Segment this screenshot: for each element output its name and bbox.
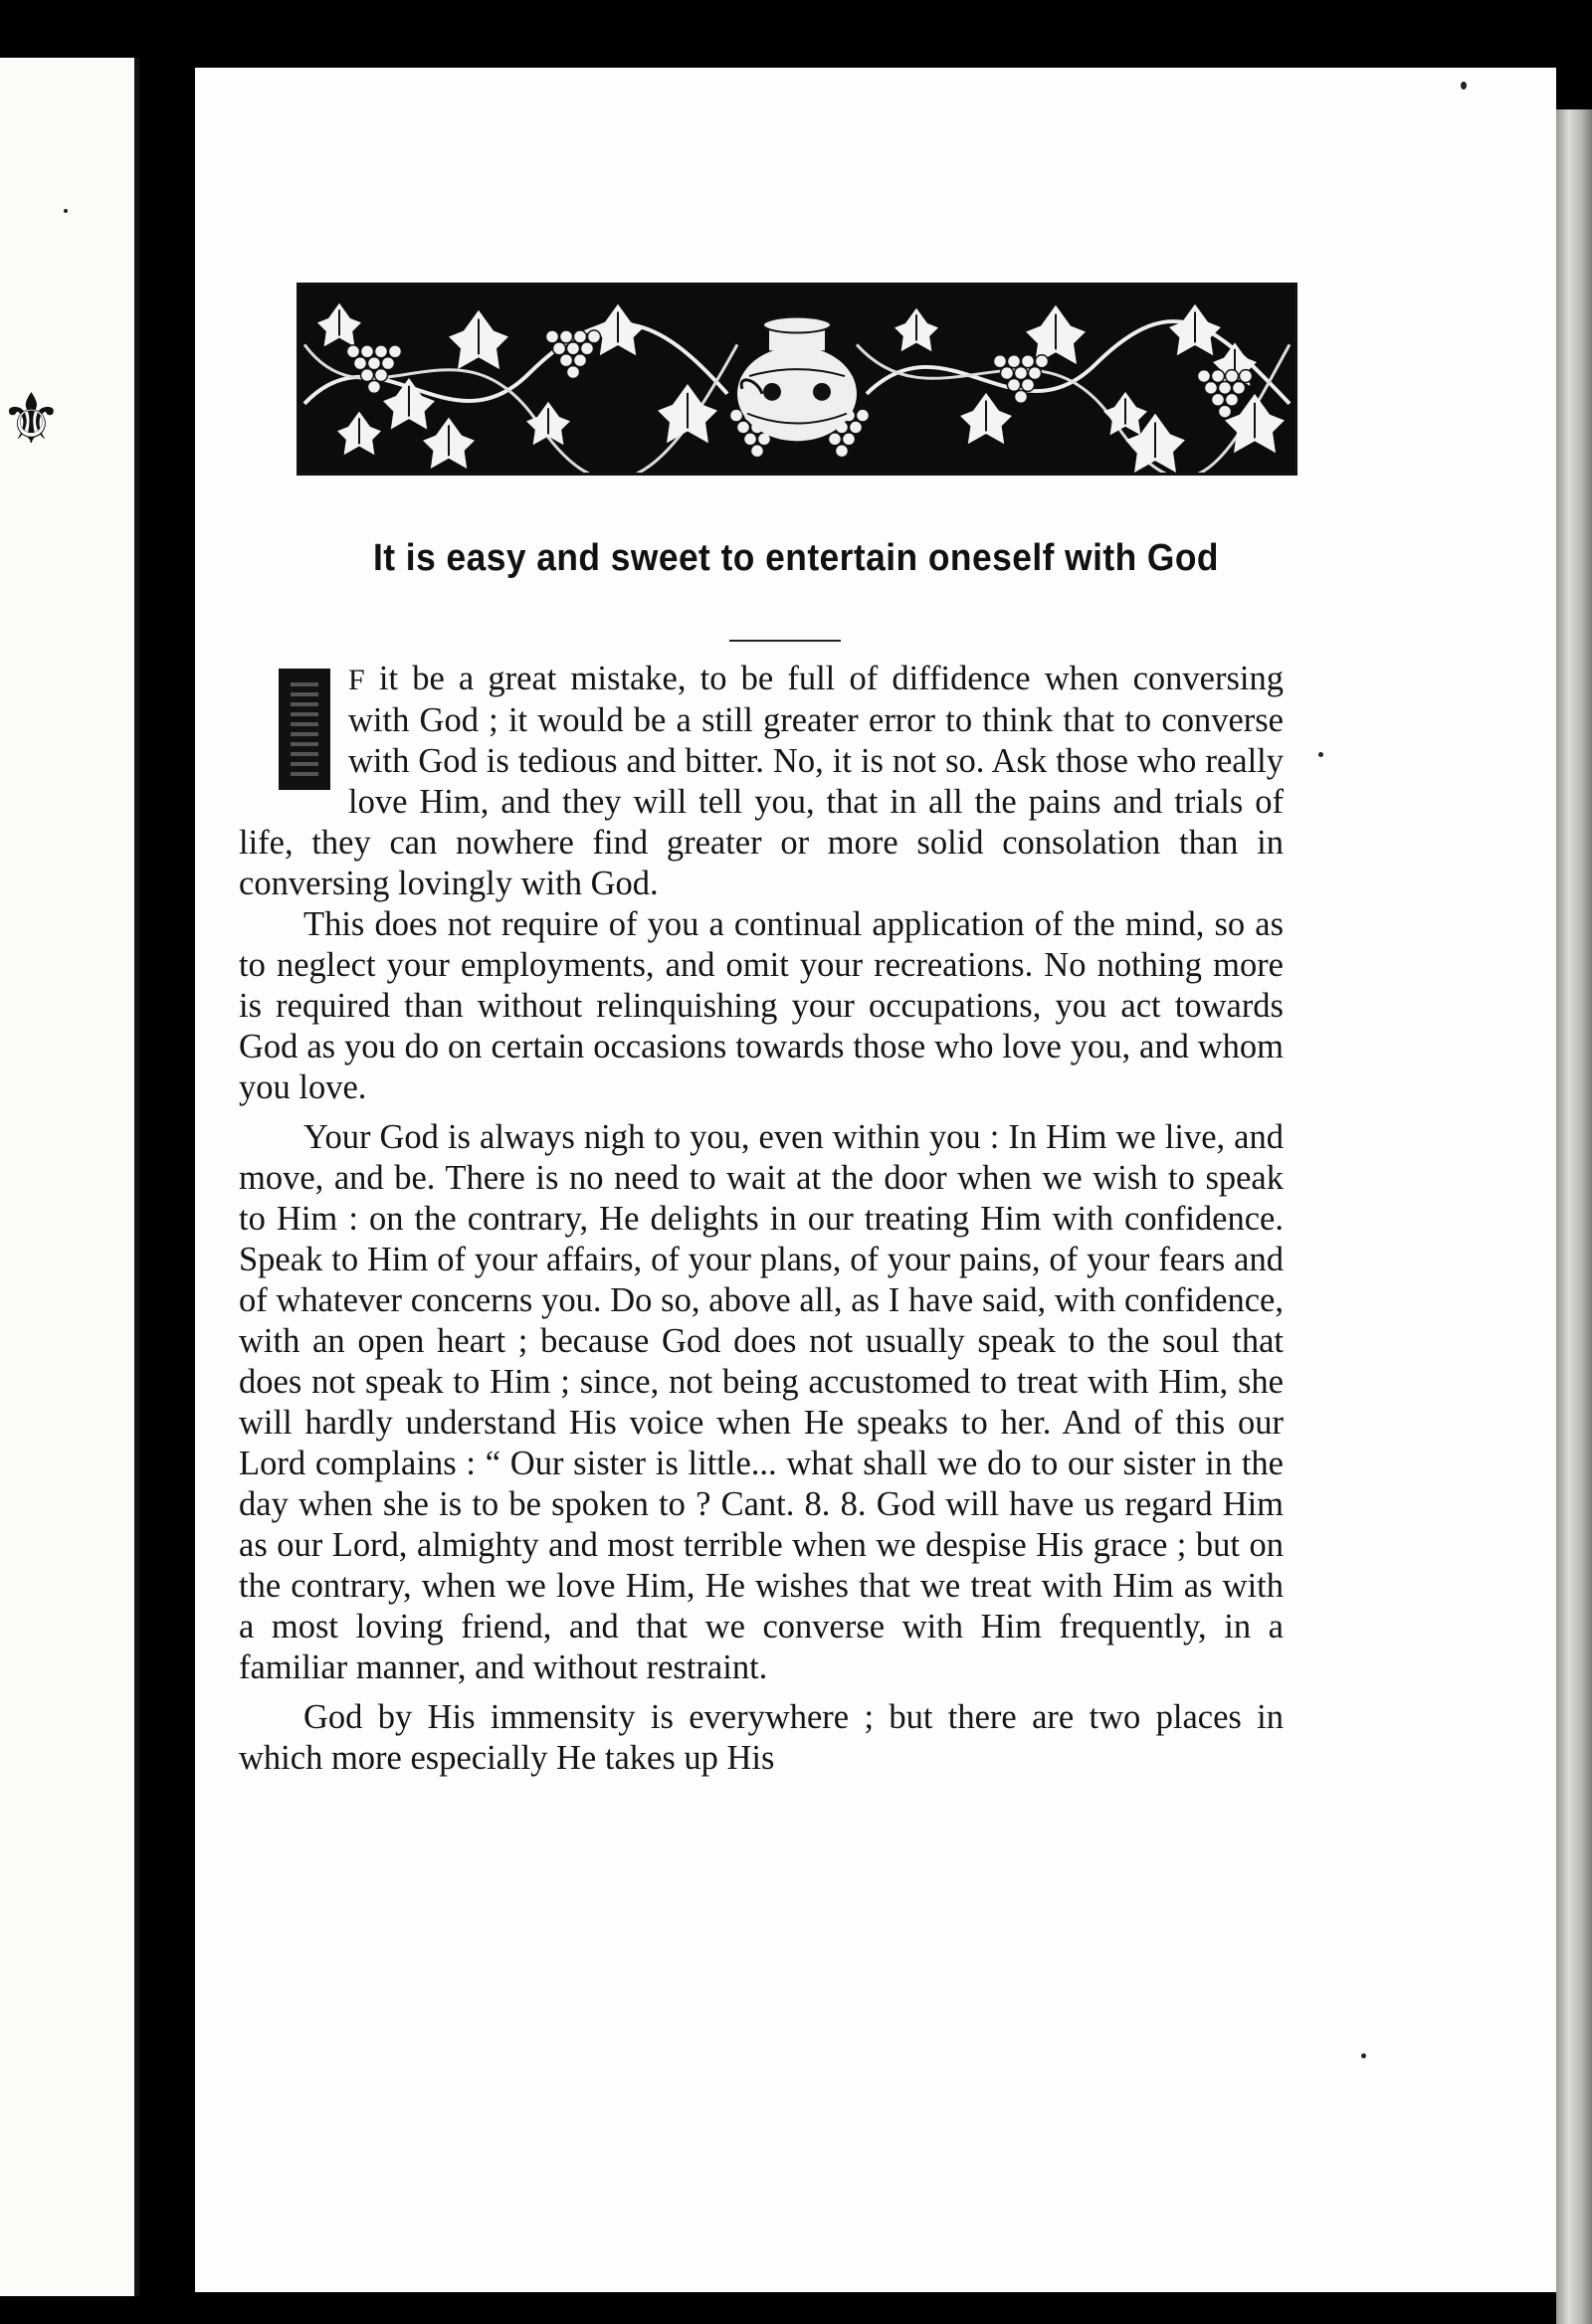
paragraph-1	[239, 659, 1284, 904]
paragraph-3: Your God is always nigh to you, even within you : In Him we live, and move, and be. There is no need to wait at the door when we wish to speak to Him : on the contrary, He delights in our treating Him with confidence. Speak to Him of your affairs, of your plans, of your pains, of your fears and of whatever concerns you. Do so, above all, as I have said, with confidence, with an open heart ; because God does not usually speak to the soul that does not speak to Him ; since, not being accustomed to treat with Him, she will hardly understand His voice when He speaks to her. And of this our Lord complains : “ Our sister is little... what shall we do to our sister in the day when she is to be spoken to ? Cant. 8. 8. God will have us regard Him as our Lord, almighty and most terrible when we despise His grace ; but on the contrary, when we love Him, He wishes that we treat with Him as with a most loving friend, and that we converse with Him frequently, in a familiar manner, and without restraint.	[239, 1118, 1284, 1686]
drop-cap-continuation: F	[348, 664, 365, 696]
facing-page	[0, 58, 139, 2296]
scan-speck	[1318, 752, 1323, 757]
body-text	[239, 659, 1284, 1779]
paragraph-4: God by His immensity is everywhere ; but there are two places in which more especially He takes up His	[239, 1698, 1284, 1777]
title-rule	[729, 640, 841, 642]
scan-speck	[64, 209, 68, 213]
scan-speck	[1361, 2053, 1366, 2058]
chapter-title: It is easy and sweet to entertain oneself with God	[372, 537, 1219, 579]
grapevine-ornament	[297, 283, 1297, 476]
paragraph-2: This does not require of you a continual application of the mind, so as to neglect your employments, and omit your recreations. No nothing more is required than without relinquishing your occupations, you act towards God as you do on certain occasions towards those who love you, and whom you love.	[239, 905, 1284, 1106]
page-edge	[1556, 109, 1592, 2324]
scan-speck	[1461, 82, 1467, 90]
drop-cap	[279, 669, 330, 790]
paragraph-1-text: it be a great mistake, to be full of diffidence when conversing with God ; it would be a still greater error to think that to converse with God is tedious and bitter. No, it is not so. Ask those who really love Him, and they will tell you, that in all the pains and trials of life, they can nowhere find greater or more solid consolation than in conversing lovingly with God.	[239, 660, 1284, 902]
fleur-de-lis-icon: ⚜	[0, 382, 63, 459]
